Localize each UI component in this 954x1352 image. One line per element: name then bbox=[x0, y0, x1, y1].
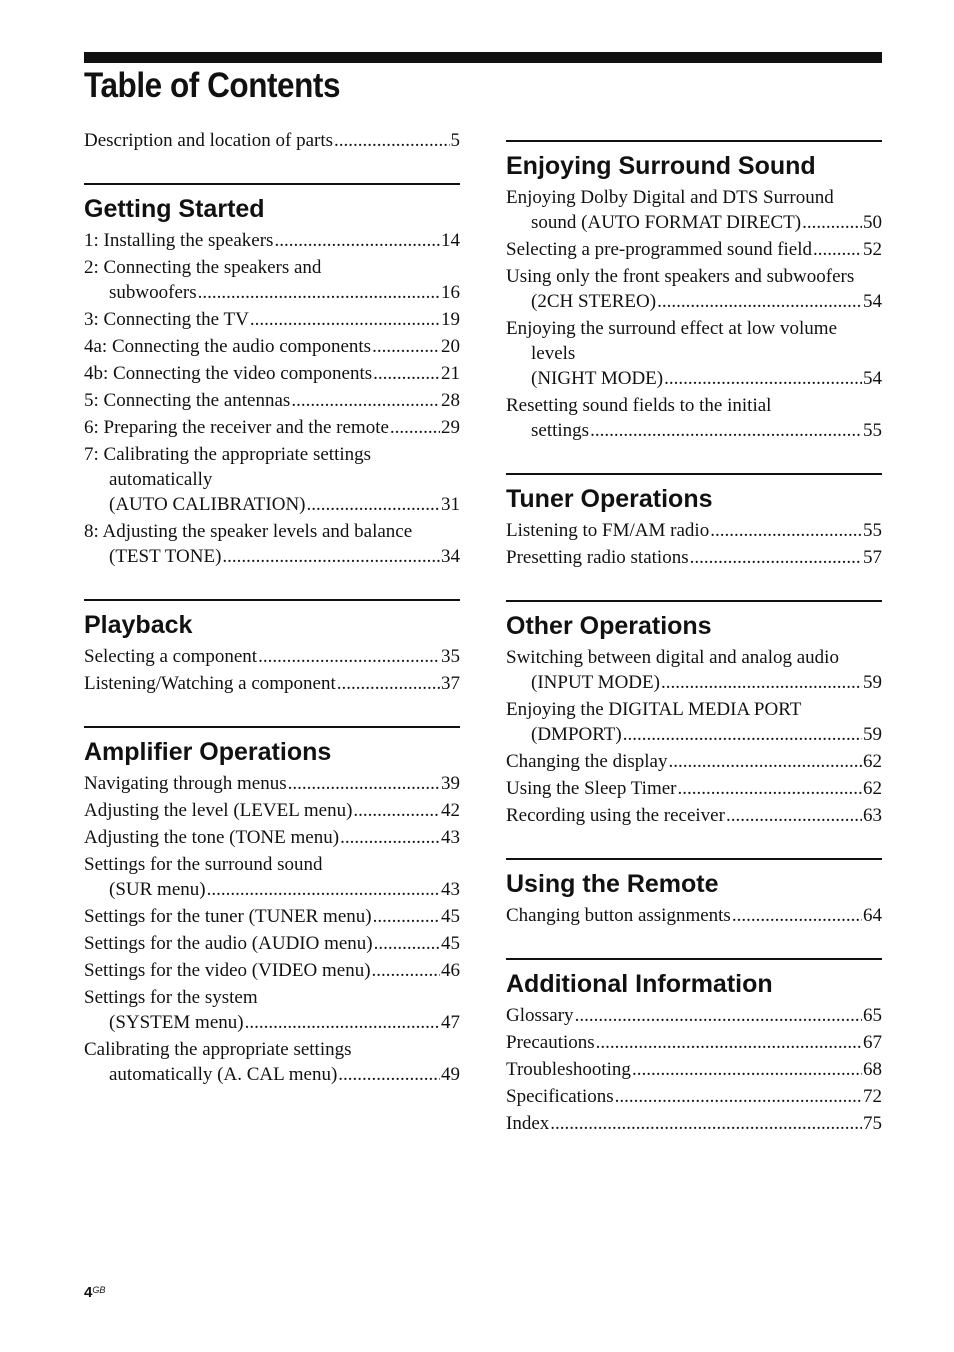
toc-entry[interactable] bbox=[506, 1111, 882, 1136]
toc-section bbox=[84, 183, 460, 569]
toc-entry-text: 7: Calibrating the appropriate settings bbox=[84, 444, 372, 465]
dot-leader bbox=[575, 1003, 862, 1028]
toc-entry[interactable] bbox=[84, 334, 460, 359]
toc-entry-line bbox=[84, 904, 460, 929]
toc-page-number: 54 bbox=[863, 291, 882, 312]
toc-section bbox=[506, 958, 882, 1136]
toc-entry-line bbox=[506, 749, 882, 774]
toc-page-number: 55 bbox=[863, 520, 882, 541]
toc-page-number: 62 bbox=[863, 778, 882, 799]
toc-entry-text: Settings for the tuner (TUNER menu) bbox=[84, 906, 372, 927]
toc-entry[interactable] bbox=[84, 904, 460, 929]
toc-entry-line bbox=[506, 1084, 882, 1109]
toc-page-number: 21 bbox=[441, 363, 460, 384]
toc-entry-line bbox=[506, 645, 882, 670]
page-number-suffix: GB bbox=[92, 1285, 106, 1295]
dot-leader bbox=[726, 803, 862, 828]
toc-entry[interactable] bbox=[506, 545, 882, 570]
toc-section bbox=[506, 473, 882, 570]
toc-page-number: 43 bbox=[441, 827, 460, 848]
toc-entry-text: (NIGHT MODE) bbox=[531, 368, 664, 389]
toc-entry-text: Using the Sleep Timer bbox=[506, 778, 677, 799]
page-number-value: 4 bbox=[84, 1284, 93, 1301]
dot-leader bbox=[677, 776, 862, 801]
toc-page-number: 75 bbox=[863, 1113, 882, 1134]
toc-entry[interactable] bbox=[506, 1003, 882, 1028]
toc-page-number: 46 bbox=[441, 960, 460, 981]
toc-entry-text: Navigating through menus bbox=[84, 773, 287, 794]
dot-leader bbox=[337, 671, 440, 696]
dot-leader bbox=[334, 128, 449, 153]
toc-entry-text: Settings for the system bbox=[84, 987, 258, 1008]
toc-page-number: 14 bbox=[441, 230, 460, 251]
section-rule bbox=[506, 140, 882, 142]
toc-page-number: 35 bbox=[441, 646, 460, 667]
toc-entry-line bbox=[84, 798, 460, 823]
toc-entry-text: 6: Preparing the receiver and the remote bbox=[84, 417, 389, 438]
toc-column-right bbox=[506, 128, 882, 1138]
page-number bbox=[84, 1284, 105, 1301]
toc-entry-text: 2: Connecting the speakers and bbox=[84, 257, 322, 278]
toc-entry-text: levels bbox=[531, 343, 576, 364]
toc-entry[interactable] bbox=[506, 264, 882, 314]
dot-leader bbox=[373, 361, 440, 386]
toc-entry-line bbox=[84, 388, 460, 413]
dot-leader bbox=[668, 749, 862, 774]
toc-page-number: 62 bbox=[863, 751, 882, 772]
toc-entry-text: Changing button assignments bbox=[506, 905, 731, 926]
dot-leader bbox=[590, 418, 862, 443]
toc-entry-line bbox=[506, 1003, 882, 1028]
toc-entry-text: (2CH STEREO) bbox=[531, 291, 657, 312]
toc-entry-line bbox=[506, 722, 882, 747]
toc-entry[interactable] bbox=[84, 442, 460, 517]
toc-entry-text: Index bbox=[506, 1113, 550, 1134]
toc-page-number: 50 bbox=[863, 212, 882, 233]
toc-page-number: 37 bbox=[441, 673, 460, 694]
toc-entry-line bbox=[84, 771, 460, 796]
dot-leader bbox=[291, 388, 440, 413]
dot-leader bbox=[623, 722, 862, 747]
toc-entry-text: Precautions bbox=[506, 1032, 595, 1053]
toc-entry-line bbox=[506, 903, 882, 928]
section-rule bbox=[84, 726, 460, 728]
dot-leader bbox=[813, 237, 862, 262]
toc-entry[interactable] bbox=[84, 307, 460, 332]
toc-entry-text: 5: Connecting the antennas bbox=[84, 390, 291, 411]
toc-entry-text: Using only the front speakers and subwoofers bbox=[506, 266, 855, 287]
toc-page-number: 45 bbox=[441, 933, 460, 954]
dot-leader bbox=[690, 545, 862, 570]
toc-entry-line bbox=[506, 1111, 882, 1136]
toc-entry[interactable] bbox=[84, 771, 460, 796]
toc-page-number: 59 bbox=[863, 724, 882, 745]
toc-entry[interactable] bbox=[84, 128, 460, 153]
toc-entry-text: Listening/Watching a component bbox=[84, 673, 336, 694]
dot-leader bbox=[307, 492, 441, 517]
toc-entry[interactable] bbox=[506, 1084, 882, 1109]
section-heading: Playback bbox=[84, 611, 193, 639]
section-rule bbox=[506, 958, 882, 960]
toc-section bbox=[506, 140, 882, 443]
toc-entry-line bbox=[506, 1030, 882, 1055]
toc-entry-text: 8: Adjusting the speaker levels and balance bbox=[84, 521, 413, 542]
toc-entry-text: (SUR menu) bbox=[109, 879, 206, 900]
toc-page-number: 67 bbox=[863, 1032, 882, 1053]
dot-leader bbox=[372, 334, 440, 359]
toc-entry-line bbox=[84, 442, 460, 467]
toc-entry-line bbox=[84, 544, 460, 569]
toc-entry-line bbox=[506, 393, 882, 418]
toc-entry[interactable] bbox=[84, 228, 460, 253]
toc-entry-line bbox=[84, 519, 460, 544]
toc-entry-text: (AUTO CALIBRATION) bbox=[109, 494, 306, 515]
toc-entry-text: Listening to FM/AM radio bbox=[506, 520, 710, 541]
toc-entry-text: subwoofers bbox=[109, 282, 197, 303]
title-bar-rule bbox=[84, 52, 882, 63]
toc-entry-line bbox=[84, 415, 460, 440]
toc-entry-line bbox=[506, 518, 882, 543]
toc-entry-text: Recording using the receiver bbox=[506, 805, 725, 826]
toc-entry-line bbox=[84, 985, 460, 1010]
toc-entry-line bbox=[84, 931, 460, 956]
toc-entry-text: sound (AUTO FORMAT DIRECT) bbox=[531, 212, 802, 233]
toc-page-number: 49 bbox=[441, 1064, 460, 1085]
toc-page-number: 16 bbox=[441, 282, 460, 303]
toc-page-number: 28 bbox=[441, 390, 460, 411]
dot-leader bbox=[550, 1111, 862, 1136]
toc-page-number: 31 bbox=[441, 494, 460, 515]
toc-entry[interactable] bbox=[506, 749, 882, 774]
toc-entry-text: Enjoying the surround effect at low volume bbox=[506, 318, 838, 339]
page-title: Table of Contents bbox=[84, 66, 341, 105]
section-heading: Other Operations bbox=[506, 612, 712, 640]
toc-page-number: 45 bbox=[441, 906, 460, 927]
toc-entry-text: automatically bbox=[109, 469, 213, 490]
toc-entry[interactable] bbox=[506, 697, 882, 747]
toc-page-number: 19 bbox=[441, 309, 460, 330]
toc-page-number: 5 bbox=[450, 130, 460, 151]
toc-entry-line bbox=[84, 644, 460, 669]
toc-entry-text: Enjoying Dolby Digital and DTS Surround bbox=[506, 187, 834, 208]
toc-entry[interactable] bbox=[506, 803, 882, 828]
section-rule bbox=[506, 600, 882, 602]
toc-entry-line bbox=[506, 289, 882, 314]
toc-entry-line bbox=[84, 334, 460, 359]
toc-entry-text: Switching between digital and analog audio bbox=[506, 647, 839, 668]
toc-entry[interactable] bbox=[84, 361, 460, 386]
dot-leader bbox=[372, 958, 440, 983]
dot-leader bbox=[250, 307, 440, 332]
toc-entry-line bbox=[84, 1037, 460, 1062]
dot-leader bbox=[390, 415, 440, 440]
toc-entry-line bbox=[506, 545, 882, 570]
toc-entry-line bbox=[506, 1057, 882, 1082]
toc-entry[interactable] bbox=[506, 1030, 882, 1055]
toc-entry-text: 4a: Connecting the audio components bbox=[84, 336, 372, 357]
toc-entry-line bbox=[84, 307, 460, 332]
toc-page-number: 63 bbox=[863, 805, 882, 826]
toc-entry-line bbox=[506, 418, 882, 443]
section-rule bbox=[84, 599, 460, 601]
toc-page-number: 68 bbox=[863, 1059, 882, 1080]
dot-leader bbox=[664, 366, 862, 391]
toc-page-number: 43 bbox=[441, 879, 460, 900]
dot-leader bbox=[338, 1062, 440, 1087]
toc-entry[interactable] bbox=[506, 776, 882, 801]
toc-entry[interactable] bbox=[84, 519, 460, 569]
toc-entry-text: Troubleshooting bbox=[506, 1059, 631, 1080]
toc-entry[interactable] bbox=[506, 518, 882, 543]
toc-entry-text: Specifications bbox=[506, 1086, 614, 1107]
section-rule bbox=[506, 473, 882, 475]
dot-leader bbox=[661, 670, 862, 695]
toc-page-number: 47 bbox=[441, 1012, 460, 1033]
toc-entry-text: settings bbox=[531, 420, 590, 441]
toc-entry-line bbox=[506, 366, 882, 391]
toc-entry-text: (SYSTEM menu) bbox=[109, 1012, 244, 1033]
dot-leader bbox=[222, 544, 440, 569]
toc-entry-line bbox=[506, 670, 882, 695]
toc-entry[interactable] bbox=[84, 985, 460, 1035]
toc-entry[interactable] bbox=[84, 852, 460, 902]
toc-entry-line bbox=[506, 341, 882, 366]
toc-page-number: 39 bbox=[441, 773, 460, 794]
toc-entry[interactable] bbox=[84, 415, 460, 440]
dot-leader bbox=[632, 1057, 862, 1082]
toc-entry-line bbox=[506, 776, 882, 801]
section-rule bbox=[506, 858, 882, 860]
dot-leader bbox=[802, 210, 862, 235]
toc-entry-text: (INPUT MODE) bbox=[531, 672, 660, 693]
toc-entry[interactable] bbox=[506, 903, 882, 928]
dot-leader bbox=[288, 771, 440, 796]
dot-leader bbox=[245, 1010, 440, 1035]
toc-page-number: 72 bbox=[863, 1086, 882, 1107]
section-heading: Additional Information bbox=[506, 970, 773, 998]
toc-entry-text: Glossary bbox=[506, 1005, 574, 1026]
toc-page-number: 52 bbox=[863, 239, 882, 260]
dot-leader bbox=[207, 877, 440, 902]
toc-page-number: 54 bbox=[863, 368, 882, 389]
toc-entry-line bbox=[84, 228, 460, 253]
toc-entry-line bbox=[84, 128, 460, 153]
dot-leader bbox=[274, 228, 440, 253]
toc-page-number: 42 bbox=[441, 800, 460, 821]
toc-entry-text: 4b: Connecting the video components bbox=[84, 363, 373, 384]
toc-entry[interactable] bbox=[84, 1037, 460, 1087]
toc-entry-text: (DMPORT) bbox=[531, 724, 622, 745]
toc-entry-line bbox=[84, 877, 460, 902]
toc-section bbox=[506, 600, 882, 828]
dot-leader bbox=[710, 518, 862, 543]
toc-entry-line bbox=[84, 1010, 460, 1035]
toc-entry[interactable] bbox=[84, 931, 460, 956]
toc-entry-line bbox=[506, 316, 882, 341]
dot-leader bbox=[657, 289, 862, 314]
toc-entry-text: 3: Connecting the TV bbox=[84, 309, 249, 330]
toc-entry-text: Description and location of parts bbox=[84, 130, 334, 151]
toc-entry-text: Enjoying the DIGITAL MEDIA PORT bbox=[506, 699, 802, 720]
toc-entry-line bbox=[506, 185, 882, 210]
toc-page-number: 64 bbox=[863, 905, 882, 926]
toc-page-number: 29 bbox=[441, 417, 460, 438]
dot-leader bbox=[340, 825, 440, 850]
toc-entry-line bbox=[506, 210, 882, 235]
toc-page-number: 65 bbox=[863, 1005, 882, 1026]
toc-entry[interactable] bbox=[506, 1057, 882, 1082]
toc-entry-line bbox=[506, 697, 882, 722]
toc-entry[interactable] bbox=[84, 825, 460, 850]
toc-page-number: 34 bbox=[441, 546, 460, 567]
toc-entry-text: (TEST TONE) bbox=[109, 546, 222, 567]
toc-entry[interactable] bbox=[84, 388, 460, 413]
toc-entry-line bbox=[84, 467, 460, 492]
toc-section bbox=[506, 858, 882, 928]
toc-entry-line bbox=[506, 264, 882, 289]
section-heading: Amplifier Operations bbox=[84, 738, 332, 766]
toc-entry-text: Resetting sound fields to the initial bbox=[506, 395, 772, 416]
toc-page-number: 59 bbox=[863, 672, 882, 693]
toc-page-number: 55 bbox=[863, 420, 882, 441]
toc-entry[interactable] bbox=[506, 316, 882, 391]
toc-entry[interactable] bbox=[84, 958, 460, 983]
section-heading: Using the Remote bbox=[506, 870, 719, 898]
dot-leader bbox=[732, 903, 862, 928]
toc-column-left bbox=[84, 128, 460, 1089]
toc-section bbox=[84, 726, 460, 1087]
section-heading: Tuner Operations bbox=[506, 485, 713, 513]
dot-leader bbox=[258, 644, 440, 669]
dot-leader bbox=[353, 798, 440, 823]
toc-entry-text: Settings for the video (VIDEO menu) bbox=[84, 960, 371, 981]
toc-entry-line bbox=[84, 280, 460, 305]
dot-leader bbox=[373, 904, 440, 929]
toc-entry[interactable] bbox=[506, 645, 882, 695]
toc-entry-text: Selecting a pre-programmed sound field bbox=[506, 239, 813, 260]
toc-entry-text: Settings for the surround sound bbox=[84, 854, 323, 875]
toc-entry-text: Adjusting the tone (TONE menu) bbox=[84, 827, 340, 848]
toc-entry-line bbox=[84, 958, 460, 983]
toc-entry[interactable] bbox=[84, 671, 460, 696]
toc-entry-line bbox=[84, 255, 460, 280]
section-heading: Getting Started bbox=[84, 195, 265, 223]
dot-leader bbox=[374, 931, 440, 956]
toc-entry-line bbox=[84, 1062, 460, 1087]
dot-leader bbox=[198, 280, 440, 305]
toc-entry-text: Selecting a component bbox=[84, 646, 258, 667]
toc-entry[interactable] bbox=[84, 644, 460, 669]
toc-entry-text: Changing the display bbox=[506, 751, 668, 772]
toc-section bbox=[84, 599, 460, 696]
toc-entry-line bbox=[506, 237, 882, 262]
toc-entry[interactable] bbox=[506, 185, 882, 235]
toc-entry-text: Adjusting the level (LEVEL menu) bbox=[84, 800, 353, 821]
toc-entry-text: Presetting radio stations bbox=[506, 547, 689, 568]
toc-entry[interactable] bbox=[506, 393, 882, 443]
toc-page-number: 20 bbox=[441, 336, 460, 357]
toc-entry-text: Calibrating the appropriate settings bbox=[84, 1039, 352, 1060]
toc-entry-line bbox=[84, 825, 460, 850]
section-heading: Enjoying Surround Sound bbox=[506, 152, 816, 180]
toc-entry[interactable] bbox=[84, 255, 460, 305]
dot-leader bbox=[596, 1030, 862, 1055]
toc-entry-text: Settings for the audio (AUDIO menu) bbox=[84, 933, 373, 954]
toc-entry[interactable] bbox=[506, 237, 882, 262]
toc-page-number: 57 bbox=[863, 547, 882, 568]
toc-entry-line bbox=[84, 671, 460, 696]
dot-leader bbox=[615, 1084, 862, 1109]
toc-entry-text: 1: Installing the speakers bbox=[84, 230, 274, 251]
toc-entry[interactable] bbox=[84, 798, 460, 823]
section-rule bbox=[84, 183, 460, 185]
toc-entry-line bbox=[506, 803, 882, 828]
toc-entry-line bbox=[84, 361, 460, 386]
toc-entry-line bbox=[84, 492, 460, 517]
toc-entry-text: automatically (A. CAL menu) bbox=[109, 1064, 338, 1085]
toc-entry-line bbox=[84, 852, 460, 877]
